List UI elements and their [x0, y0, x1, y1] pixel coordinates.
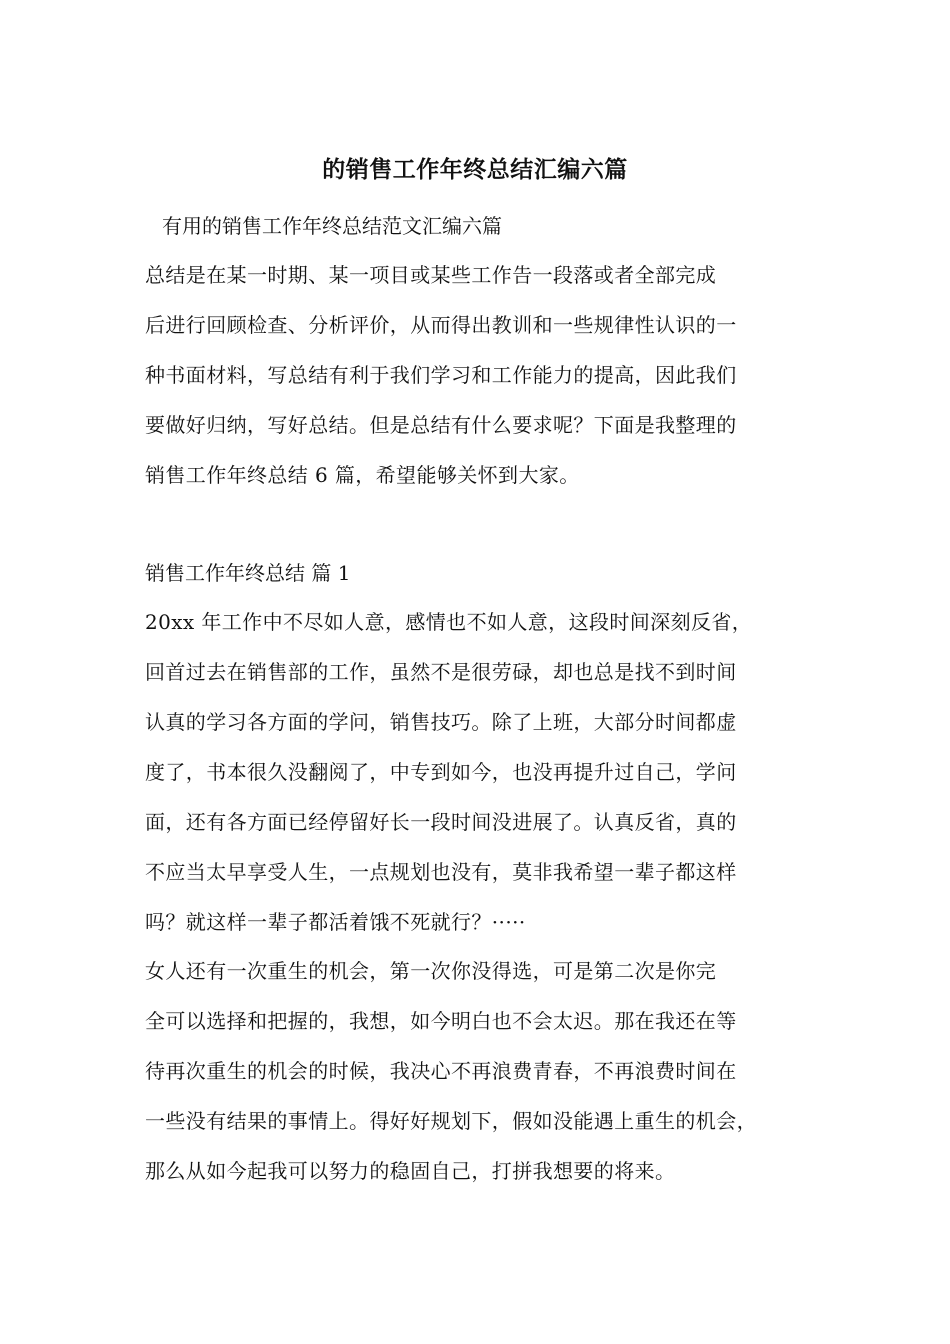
- intro-line: 销售工作年终总结 6 篇，希望能够关怀到大家。: [145, 463, 580, 487]
- paragraph-line: 20xx 年工作中不尽如人意，感情也不如人意，这段时间深刻反省，: [145, 610, 753, 634]
- intro-line: 总结是在某一时期、某一项目或某些工作告一段落或者全部完成: [145, 263, 717, 287]
- paragraph-line: 不应当太早享受人生，一点规划也没有，莫非我希望一辈子都这样: [145, 860, 737, 884]
- section-heading: 销售工作年终总结 篇 1: [145, 561, 351, 585]
- paragraph-line: 那么从如今起我可以努力的稳固自己，打拼我想要的将来。: [145, 1159, 676, 1183]
- body-paragraph-1: [145, 607, 810, 957]
- intro-line: 种书面材料，写总结有利于我们学习和工作能力的提高，因此我们: [145, 363, 737, 387]
- document-subtitle: 有用的销售工作年终总结范文汇编六篇: [162, 214, 502, 238]
- paragraph-line: 认真的学习各方面的学问，销售技巧。除了上班，大部分时间都虚: [145, 710, 737, 734]
- intro-line: 后进行回顾检查、分析评价，从而得出教训和一些规律性认识的一: [145, 313, 737, 337]
- paragraph-line: 度了，书本很久没翻阅了，中专到如今，也没再提升过自己，学问: [145, 760, 737, 784]
- paragraph-line: 待再次重生的机会的时候，我决心不再浪费青春，不再浪费时间在: [145, 1059, 737, 1083]
- paragraph-line: 女人还有一次重生的机会，第一次你没得选，可是第二次是你完: [145, 959, 717, 983]
- intro-paragraph: [145, 260, 810, 510]
- intro-line: 要做好归纳，写好总结。但是总结有什么要求呢？下面是我整理的: [145, 413, 737, 437]
- paragraph-line: 一些没有结果的事情上。得好好规划下，假如没能遇上重生的机会，: [145, 1109, 757, 1133]
- body-paragraph-2: [145, 956, 810, 1206]
- paragraph-line: 吗？就这样一辈子都活着饿不死就行？·····: [145, 910, 526, 934]
- paragraph-line: 回首过去在销售部的工作，虽然不是很劳碌，却也总是找不到时间: [145, 660, 737, 684]
- paragraph-line: 全可以选择和把握的，我想，如今明白也不会太迟。那在我还在等: [145, 1009, 737, 1033]
- paragraph-line: 面，还有各方面已经停留好长一段时间没进展了。认真反省，真的: [145, 810, 737, 834]
- document-title: 的销售工作年终总结汇编六篇: [322, 156, 628, 183]
